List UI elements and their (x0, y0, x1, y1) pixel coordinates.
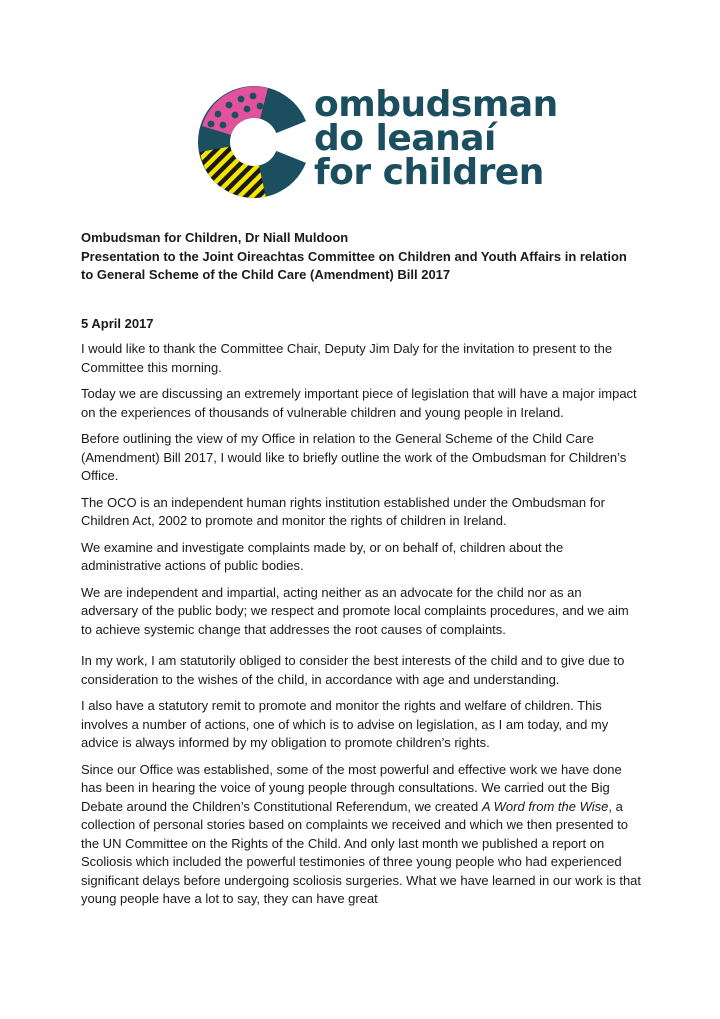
heading-author: Ombudsman for Children, Dr Niall Muldoon (81, 230, 349, 245)
paragraph-9-part-2: , a collection of personal stories based on complaints we received and which we then presented to the UN Committee on the Rights of the Child. And only last month we published a report on Scoliosis which included the powerful testimonies of three young people who had experienced significant delays before undergoing scoliosis surgeries. What we have learned in our work is that young people have a lot to say, they can have great (81, 798, 642, 906)
paragraph-2: Today we are discussing an extremely important piece of legislation that will have a major impact on the experiences of thousands of vulnerable children and young people in Ireland. (81, 386, 637, 420)
document-body (81, 229, 641, 909)
document-date: 5 April 2017 (81, 315, 154, 331)
paragraph-6: We are independent and impartial, acting neither as an advocate for the child nor as an adversary of the public body; we respect and promote local complaints procedures, and we aim to achieve systemic change that addresses the root causes of complaints. (81, 584, 629, 637)
paragraph-1: I would like to thank the Committee Chair, Deputy Jim Daly for the invitation to present to the Committee this morning. (81, 341, 613, 375)
paragraph-8: I also have a statutory remit to promote and monitor the rights and welfare of children. This involves a number of actions, one of which is to advise on legislation, as I am today, and my advice is always informed by my obligation to promote children’s rights. (81, 698, 609, 750)
paragraph-9 (81, 761, 641, 909)
logo-line-for-children: for children (314, 152, 544, 193)
paragraph-7: In my work, I am statutorily obliged to consider the best interests of the child and to give due to consideration to the wishes of the child, in accordance with age and understanding. (81, 653, 625, 687)
document-heading (81, 229, 641, 285)
publication-title: A Word from the Wise (481, 798, 609, 814)
paragraph-9-part-1: Since our Office was established, some of the most powerful and effective work we have done has been in hearing the voice of young people through consultations. We carried out the Big Debate around the Children’s Constitutional Referendum, we created (81, 761, 622, 814)
ombudsman-logo (196, 84, 558, 204)
paragraph-3: Before outlining the view of my Office in relation to the General Scheme of the Child Care (Amendment) Bill 2017, I would like to briefly outline the work of the Ombudsman for Children’s Office. (81, 431, 627, 483)
paragraph-4: The OCO is an independent human rights institution established under the Ombudsman for Children Act, 2002 to promote and monitor the rights of children in Ireland. (81, 494, 605, 528)
logo-line-do-leanai: do leanaí (314, 118, 496, 159)
logo-emblem-icon (196, 84, 312, 200)
logo-wordmark (314, 84, 558, 193)
paragraph-5: We examine and investigate complaints made by, or on behalf of, children about the administrative actions of public bodies. (81, 539, 564, 573)
heading-title: Presentation to the Joint Oireachtas Committee on Children and Youth Affairs in relation to General Scheme of the Child Care (Amendment) Bill 2017 (81, 248, 627, 282)
logo-line-ombudsman: ombudsman (314, 84, 558, 125)
